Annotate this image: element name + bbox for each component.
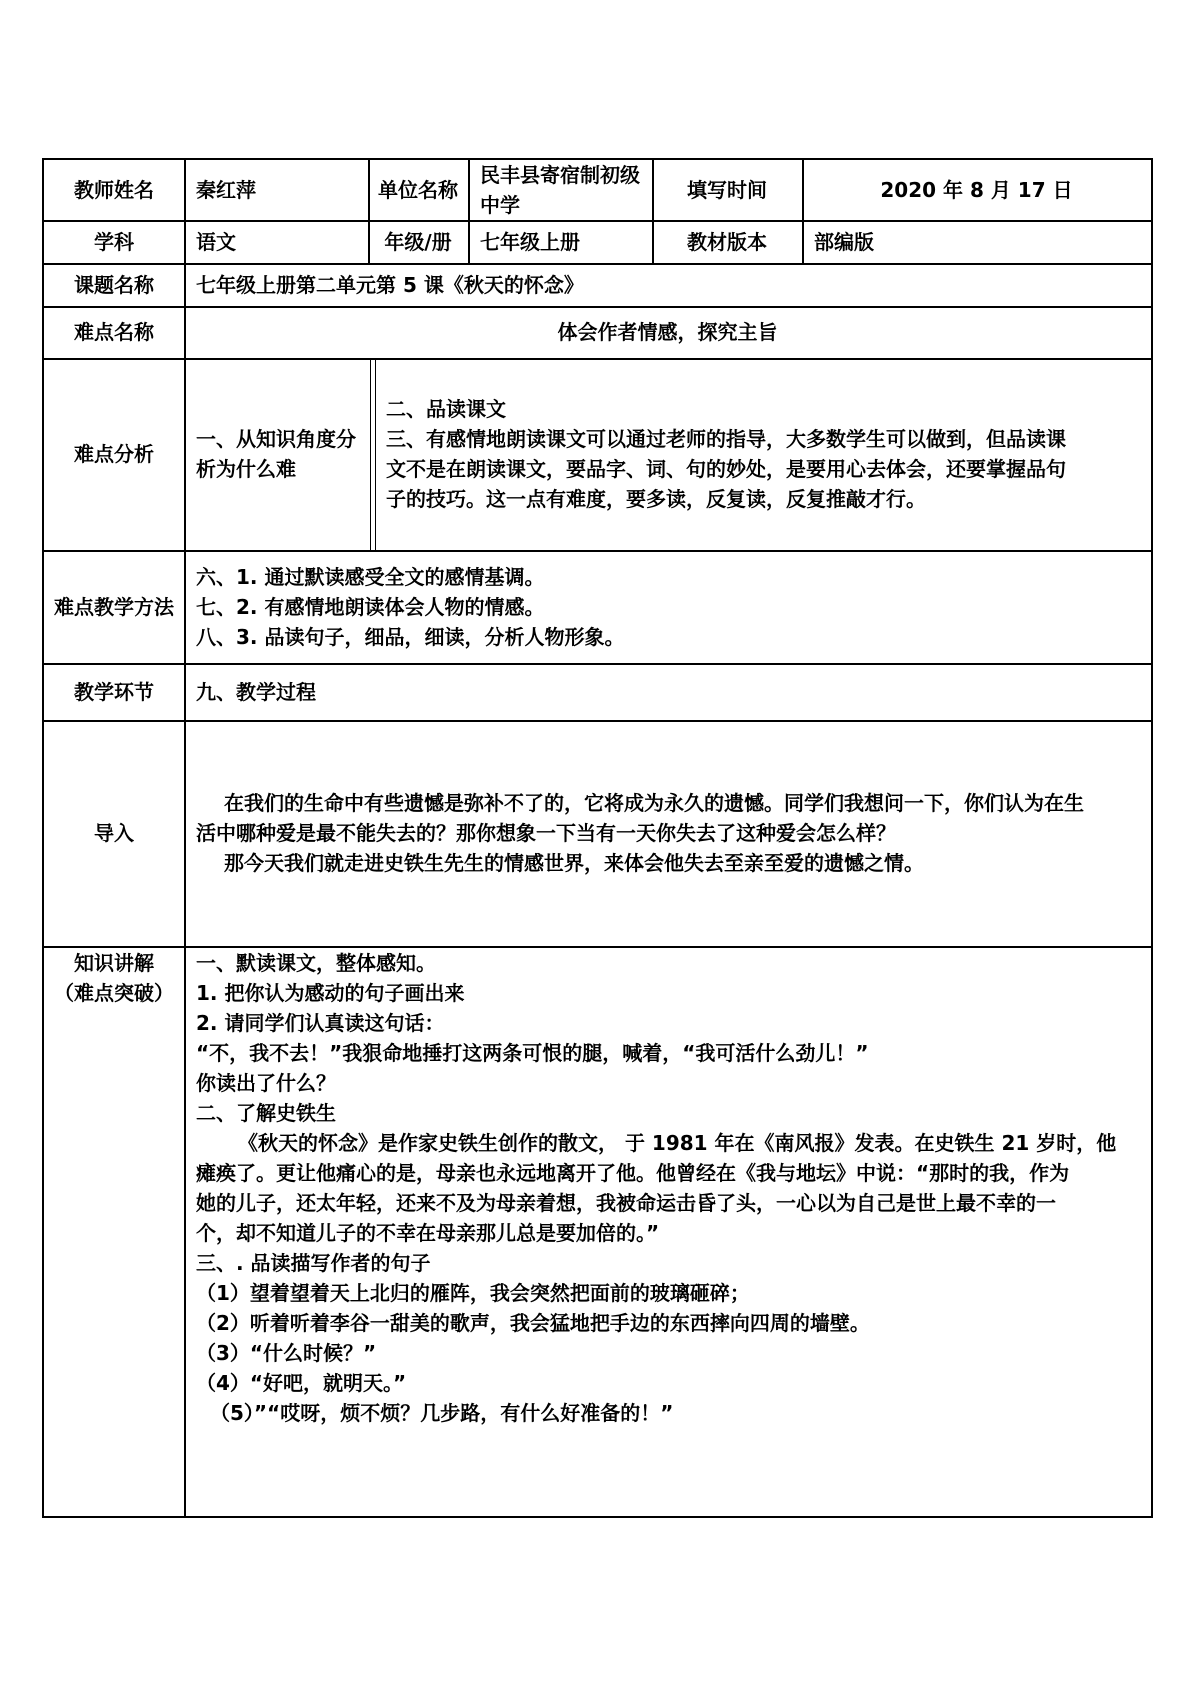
knowledge-line: 她的儿子，还太年轻，还来不及为母亲着想，我被命运击昏了头，一心以为自己是世上最不幸的一 xyxy=(196,1191,1056,1215)
edition-label: 教材版本 xyxy=(687,229,767,254)
knowledge-line: （3）“什么时候？” xyxy=(196,1341,377,1365)
fill-time-label: 填写时间 xyxy=(687,178,767,202)
grade-label: 年级/册 xyxy=(384,229,452,254)
knowledge-label-line-2: （难点突破） xyxy=(54,981,174,1005)
method-line: 七、2. 有感情地朗读体会人物的情感。 xyxy=(196,594,545,619)
unit-name-value xyxy=(468,160,652,220)
knowledge-line: 个，却不知道儿子的不幸在母亲那儿总是要加倍的。” xyxy=(196,1221,660,1245)
column-divider xyxy=(370,358,371,550)
knowledge-line: 《秋天的怀念》是作家史铁生创作的散文， 于 1981 年在《南风报》发表。在史铁生 21 岁时，他 xyxy=(238,1131,1117,1155)
analysis-sub-label xyxy=(184,358,370,550)
analysis-line: 子的技巧。这一点有难度，要多读，反复读，反复推敲才行。 xyxy=(386,487,926,511)
subject-label: 学科 xyxy=(94,229,134,254)
fill-time-value: 2020 年 8 月 17 日 xyxy=(880,178,1073,202)
analysis-content xyxy=(376,358,1151,550)
analysis-line: 文不是在朗读课文，要品字、词、句的妙处，是要用心去体会，还要掌握品句 xyxy=(386,457,1066,481)
intro-line: 活中哪种爱是最不能失去的？那你想象一下当有一天你失去了这种爱会怎么样？ xyxy=(196,821,896,845)
difficulty-label: 难点名称 xyxy=(74,320,154,344)
intro-line: 在我们的生命中有些遗憾是弥补不了的，它将成为永久的遗憾。同学们我想问一下，你们认为在生 xyxy=(224,791,1084,815)
grade-value: 七年级上册 xyxy=(480,229,580,254)
method-label: 难点教学方法 xyxy=(54,594,174,619)
edition-value: 部编版 xyxy=(814,229,874,254)
unit-name-label: 单位名称 xyxy=(378,178,458,202)
intro-line: 那今天我们就走进史铁生先生的情感世界，来体会他失去至亲至爱的遗憾之情。 xyxy=(224,851,924,875)
lesson-plan-table xyxy=(42,158,1153,1518)
analysis-sub-label-line-2: 析为什么难 xyxy=(196,457,296,481)
analysis-line: 二、品读课文 xyxy=(386,397,506,421)
intro-label: 导入 xyxy=(94,821,134,845)
knowledge-line: 瘫痪了。更让他痛心的是，母亲也永远地离开了他。他曾经在《我与地坛》中说：“那时的我，作为 xyxy=(196,1161,1070,1185)
unit-name-line-1: 民丰县寄宿制初级 xyxy=(480,163,640,187)
knowledge-line: （2）听着听着李谷一甜美的歌声，我会猛地把手边的东西摔向四周的墙壁。 xyxy=(196,1311,870,1335)
teacher-name-value: 秦红萍 xyxy=(196,178,256,202)
knowledge-label xyxy=(44,946,184,1516)
knowledge-line: （1）望着望着天上北归的雁阵，我会突然把面前的玻璃砸碎； xyxy=(196,1281,750,1305)
knowledge-line: （5）”“哎呀，烦不烦？几步路，有什么好准备的！” xyxy=(210,1401,674,1425)
method-line: 八、3. 品读句子，细品，细读，分析人物形象。 xyxy=(196,624,625,649)
analysis-label: 难点分析 xyxy=(74,442,154,466)
knowledge-line: 三、. 品读描写作者的句子 xyxy=(196,1251,431,1275)
stage-label: 教学环节 xyxy=(74,679,154,704)
unit-name-line-2: 中学 xyxy=(480,193,520,217)
teacher-name-label: 教师姓名 xyxy=(74,178,154,202)
topic-value: 七年级上册第二单元第 5 课《秋天的怀念》 xyxy=(196,272,584,297)
knowledge-line: 1. 把你认为感动的句子画出来 xyxy=(196,981,465,1005)
method-content xyxy=(184,550,1151,663)
topic-label: 课题名称 xyxy=(74,272,154,297)
knowledge-line: 一、默读课文，整体感知。 xyxy=(196,951,436,975)
knowledge-line: “不，我不去！”我狠命地捶打这两条可恨的腿，喊着，“我可活什么劲儿！” xyxy=(196,1041,869,1065)
knowledge-line: 你读出了什么？ xyxy=(196,1071,336,1095)
knowledge-line: 二、了解史铁生 xyxy=(196,1101,336,1125)
method-line: 六、1. 通过默读感受全文的感情基调。 xyxy=(196,564,545,589)
knowledge-line: （4）“好吧，就明天。” xyxy=(196,1371,407,1395)
stage-value: 九、教学过程 xyxy=(196,679,316,704)
subject-value: 语文 xyxy=(196,229,236,254)
knowledge-label-line-1: 知识讲解 xyxy=(74,951,154,975)
knowledge-line: 2. 请同学们认真读这句话： xyxy=(196,1011,445,1035)
intro-content xyxy=(184,720,1151,946)
difficulty-value: 体会作者情感，探究主旨 xyxy=(557,320,778,344)
analysis-line: 三、有感情地朗读课文可以通过老师的指导，大多数学生可以做到，但品读课 xyxy=(386,427,1066,451)
knowledge-content xyxy=(184,946,1151,1516)
analysis-sub-label-line-1: 一、从知识角度分 xyxy=(196,427,356,451)
